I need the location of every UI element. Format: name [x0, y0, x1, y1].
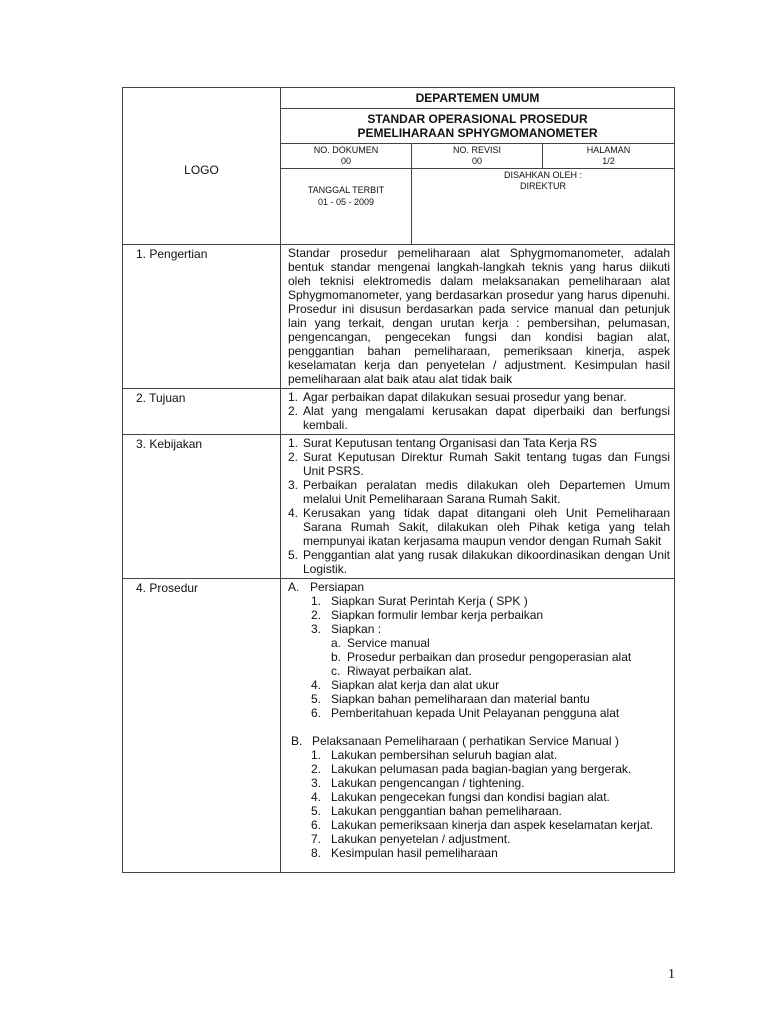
approval-cell — [412, 169, 675, 245]
preparation-list — [288, 594, 670, 720]
item-text: Siapkan Surat Perintah Kerja ( SPK ) — [331, 594, 528, 608]
section-content — [281, 435, 675, 579]
department-title: DEPARTEMEN UMUM — [281, 88, 675, 109]
issue-date-value: 01 - 05 - 2009 — [317, 197, 375, 207]
item-number: 1. — [288, 436, 299, 450]
section-label: 4. Prosedur — [123, 579, 281, 873]
list-item — [311, 608, 670, 622]
sublist-item — [331, 664, 670, 678]
item-text: Lakukan pemeriksaan kinerja dan aspek keselamatan kerjat. — [331, 818, 654, 832]
logo-text: LOGO — [184, 163, 219, 177]
item-number: 5. — [311, 692, 322, 706]
list-item — [311, 818, 670, 832]
item-number: 3. — [288, 478, 299, 492]
list-item — [288, 478, 670, 506]
execution-list — [288, 748, 670, 860]
logo-placeholder — [123, 88, 281, 245]
item-number: 4. — [288, 506, 299, 520]
item-letter: b. — [331, 650, 342, 664]
item-text: Lakukan penggantian bahan pemeliharaan. — [331, 804, 562, 818]
item-number: 2. — [311, 608, 322, 622]
item-number: 4. — [311, 678, 322, 692]
section-tujuan — [123, 389, 675, 435]
item-number: 5. — [311, 804, 322, 818]
item-number: 5. — [288, 548, 299, 562]
list-item — [311, 762, 670, 776]
title-line-1: STANDAR OPERASIONAL PROSEDUR — [367, 112, 588, 126]
list-item — [311, 776, 670, 790]
spacer — [288, 720, 670, 734]
list-item — [288, 404, 670, 432]
subsection-marker: A. — [288, 580, 300, 594]
list-item — [311, 804, 670, 818]
list-item — [311, 832, 670, 846]
revision-cell — [412, 144, 543, 169]
item-number: 6. — [311, 706, 322, 720]
subsection-heading-b — [288, 734, 670, 748]
list-item — [288, 436, 670, 450]
item-text: Siapkan : — [331, 622, 382, 636]
item-text: Surat Keputusan tentang Organisasi dan Tata Kerja RS — [303, 436, 597, 450]
subsection-title: Pelaksanaan Pemeliharaan ( perhatikan Service Manual ) — [312, 734, 619, 748]
prepare-sublist — [331, 636, 670, 678]
section-label: 3. Kebijakan — [123, 435, 281, 579]
list-item — [311, 622, 670, 678]
item-number: 4. — [311, 790, 322, 804]
section-pengertian — [123, 245, 675, 389]
page-cell — [543, 144, 675, 169]
page-label: HALAMAN — [586, 145, 631, 155]
item-text: Alat yang mengalami kerusakan dapat diperbaiki dan berfungsi kembali. — [303, 404, 670, 432]
section-prosedur — [123, 579, 675, 873]
doc-number-value: 00 — [340, 156, 351, 166]
item-letter: a. — [331, 636, 342, 650]
list-item — [288, 390, 670, 404]
item-text: Siapkan formulir lembar kerja perbaikan — [331, 608, 544, 622]
item-text: Lakukan pengencangan / tightening. — [331, 776, 525, 790]
doc-number-label: NO. DOKUMEN — [313, 145, 379, 155]
definition-text: Standar prosedur pemeliharaan alat Sphygmomanometer, adalah bentuk standar mengenai langkah-langkah teknis yang harus diikuti oleh teknisi elektromedis dalam melaksanakan pemeliharaan alat Sphygmomanometer, yang berdasarkan prosedur yang harus dipenuhi. Prosedur ini disusun berdasarkan pada service manual dan petunjuk lain yang terkait, dengan urutan kerja : pembersihan, pelumasan, pengencangan, pengecekan fungsi dan kondisi bagian alat, penggantian bahan pemeliharaan, pemeriksaan kinerja, aspek keselamatan kerja dan penyetelan / adjustment. Kesimpulan hasil pemeliharaan alat baik atau alat tidak baik — [288, 246, 670, 386]
item-text: Siapkan alat kerja dan alat ukur — [331, 678, 500, 692]
sublist-item — [331, 650, 670, 664]
item-number: 2. — [288, 404, 299, 418]
list-item — [311, 748, 670, 762]
list-item — [288, 506, 670, 548]
list-item — [311, 846, 670, 860]
item-text: Penggantian alat yang rusak dilakukan dikoordinasikan dengan Unit Logistik. — [303, 548, 670, 576]
item-letter: c. — [331, 664, 341, 678]
section-content — [281, 579, 675, 873]
issue-date-label: TANGGAL TERBIT — [307, 185, 385, 195]
item-text: Riwayat perbaikan alat. — [347, 664, 472, 678]
list-item — [311, 678, 670, 692]
item-text: Pemberitahuan kepada Unit Pelayanan pengguna alat — [331, 706, 620, 720]
item-number: 7. — [311, 832, 322, 846]
list-item — [288, 548, 670, 576]
section-content — [281, 245, 675, 389]
approval-label: DISAHKAN OLEH : — [503, 170, 583, 180]
item-text: Kesimpulan hasil pemeliharaan — [331, 846, 498, 860]
item-text: Service manual — [347, 636, 430, 650]
item-text: Lakukan pelumasan pada bagian-bagian yang bergerak. — [331, 762, 632, 776]
list-item — [288, 450, 670, 478]
page-value: 1/2 — [602, 156, 615, 166]
item-text: Surat Keputusan Direktur Rumah Sakit tentang tugas dan Fungsi Unit PSRS. — [303, 450, 670, 478]
item-text: Prosedur perbaikan dan prosedur pengoperasian alat — [347, 650, 632, 664]
list-item — [311, 706, 670, 720]
item-number: 1. — [311, 748, 322, 762]
subsection-heading-a — [288, 580, 670, 594]
sublist-item — [331, 636, 670, 650]
subsection-marker: B. — [291, 734, 303, 748]
item-text: Agar perbaikan dapat dilakukan sesuai prosedur yang benar. — [303, 390, 627, 404]
revision-value: 00 — [471, 156, 482, 166]
item-text: Lakukan penyetelan / adjustment. — [331, 832, 511, 846]
item-text: Perbaikan peralatan medis dilakukan oleh Departemen Umum melalui Unit Pemeliharaan Sarana Rumah Sakit. — [303, 478, 670, 506]
issue-date-cell — [281, 169, 412, 245]
revision-label: NO. REVISI — [452, 145, 501, 155]
item-number: 3. — [311, 776, 322, 790]
policy-list — [288, 436, 670, 576]
item-number: 3. — [311, 622, 322, 636]
item-number: 1. — [311, 594, 322, 608]
item-number: 1. — [288, 390, 299, 404]
list-item — [311, 692, 670, 706]
document-title — [281, 109, 675, 144]
approval-value: DIREKTUR — [519, 181, 566, 191]
item-number: 6. — [311, 818, 322, 832]
item-number: 8. — [311, 846, 322, 860]
item-number: 2. — [311, 762, 322, 776]
page-number: 1 — [668, 967, 675, 982]
list-item — [311, 594, 670, 608]
section-kebijakan — [123, 435, 675, 579]
purpose-list — [288, 390, 670, 432]
section-label: 1. Pengertian — [123, 245, 281, 389]
title-line-2: PEMELIHARAAN SPHYGMOMANOMETER — [357, 126, 598, 140]
sop-table — [122, 87, 675, 873]
item-text: Kerusakan yang tidak dapat ditangani oleh Unit Pemeliharaan Sarana Rumah Sakit, dilakukan oleh Pihak ketiga yang telah mempunyai ikatan kerjasama maupun vendor dengan Rumah Sakit — [303, 506, 670, 548]
section-content — [281, 389, 675, 435]
section-label: 2. Tujuan — [123, 389, 281, 435]
item-text: Lakukan pembersihan seluruh bagian alat. — [331, 748, 558, 762]
list-item — [311, 790, 670, 804]
subsection-title: Persiapan — [310, 580, 365, 594]
item-text: Lakukan pengecekan fungsi dan kondisi bagian alat. — [331, 790, 610, 804]
doc-number-cell — [281, 144, 412, 169]
item-number: 2. — [288, 450, 299, 464]
item-text: Siapkan bahan pemeliharaan dan material bantu — [331, 692, 590, 706]
